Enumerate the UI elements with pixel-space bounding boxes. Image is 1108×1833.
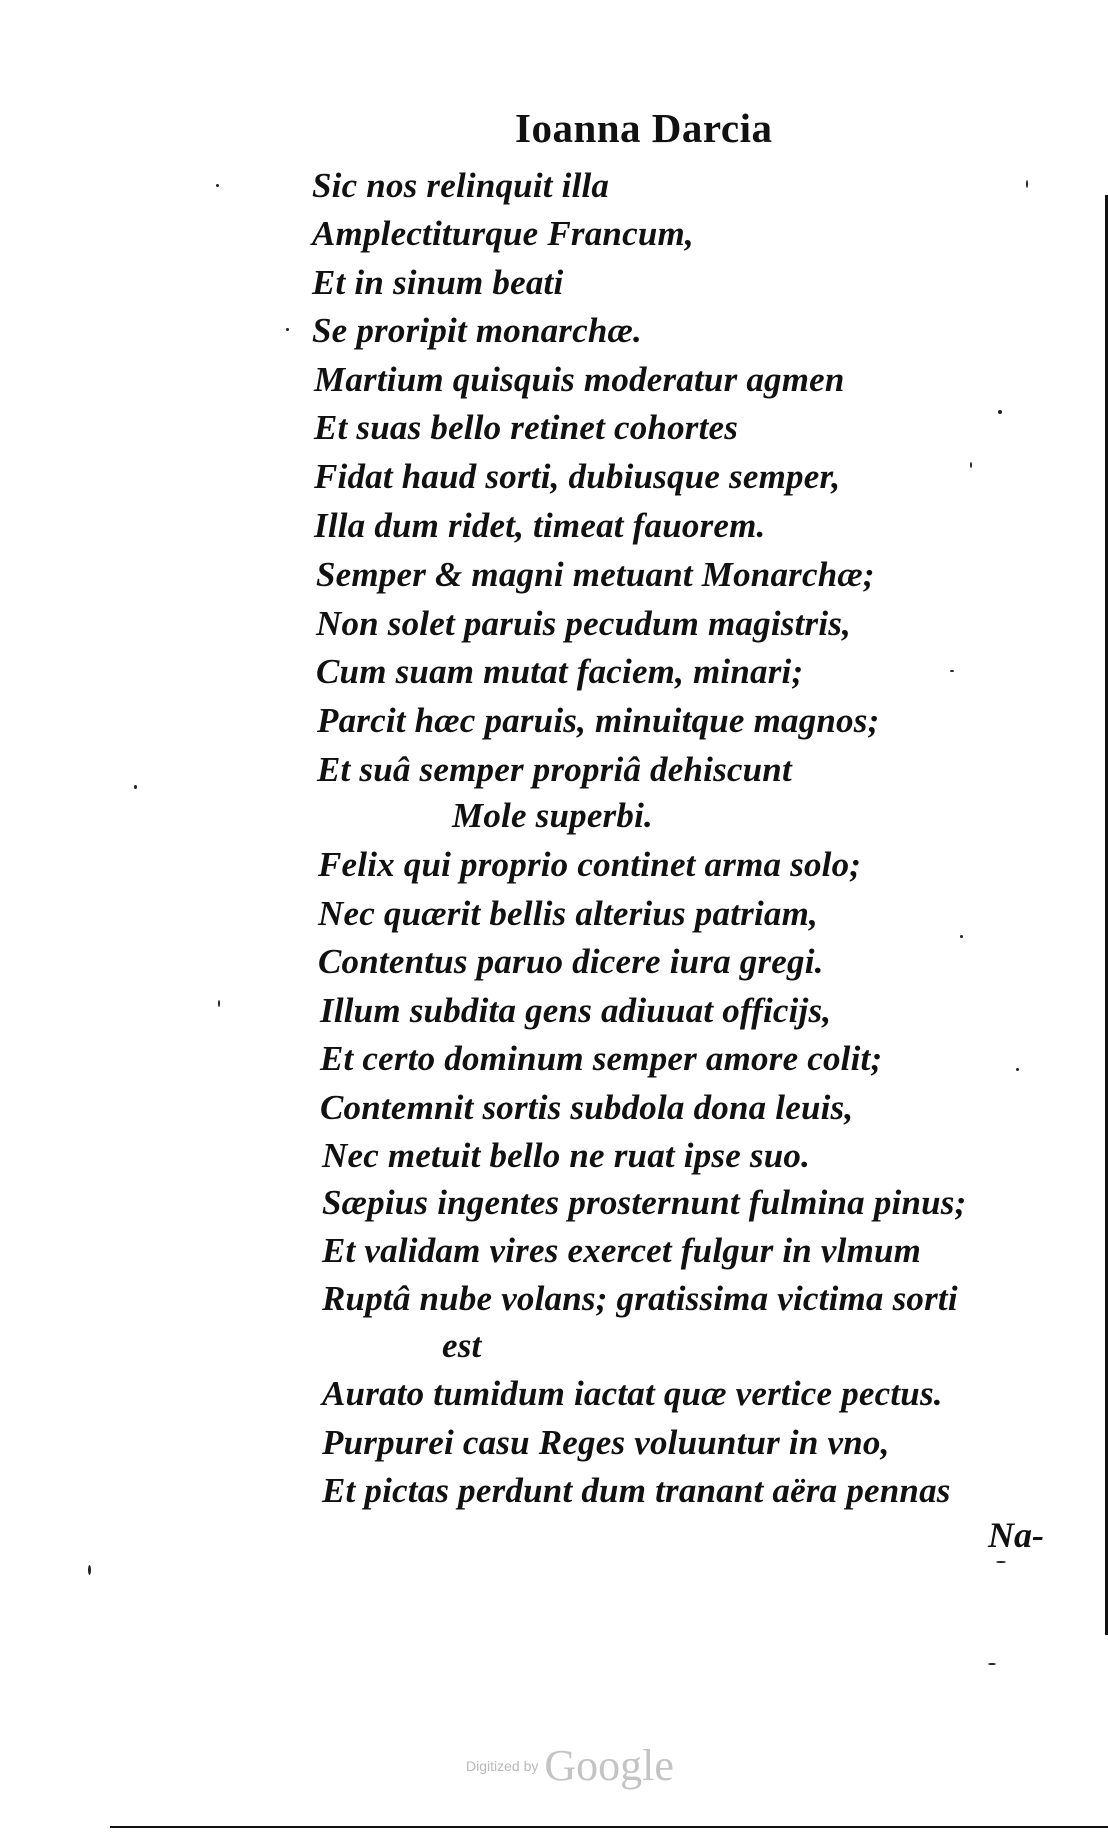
scan-speck: [960, 935, 963, 938]
scan-speck: [996, 1561, 1006, 1563]
scan-speck: [216, 184, 219, 187]
verse-line: Et suas bello retinet cohortes: [314, 408, 739, 447]
verse-line: Cum suam mutat faciem, minari;: [316, 652, 804, 691]
verse-line: Fidat haud sorti, dubiusque semper,: [314, 457, 841, 496]
page-bottom-edge: [110, 1826, 1108, 1828]
verse-line: Martium quisquis moderatur agmen: [314, 360, 845, 399]
scan-speck: [286, 328, 289, 331]
scan-speck: [970, 462, 972, 468]
verse-line: Nec quærit bellis alterius patriam,: [318, 894, 818, 933]
verse-line: Ruptâ nube volans; gratissima victima sorti: [322, 1279, 958, 1318]
scan-speck: [950, 670, 954, 672]
catchword: Na-: [988, 1515, 1044, 1555]
scan-speck: [1016, 1068, 1019, 1071]
scan-speck: [88, 1565, 91, 1575]
verse-line-runover: est: [442, 1326, 482, 1365]
verse-line: Illa dum ridet, timeat fauorem.: [314, 506, 766, 545]
verse-line: Se proripit monarchæ.: [312, 311, 642, 350]
digitized-by-google-watermark: [466, 1740, 674, 1791]
verse-line: Et in sinum beati: [312, 263, 564, 302]
verse-line: Et validam vires exercet fulgur in vlmum: [322, 1231, 922, 1270]
scan-speck: [1026, 180, 1028, 188]
verse-line: Felix qui proprio continet arma solo;: [318, 845, 862, 884]
scan-speck: [998, 410, 1002, 414]
verse-line: Parcit hæc paruis, minuitque magnos;: [317, 701, 880, 740]
scan-speck: [988, 1663, 996, 1665]
verse-line: Aurato tumidum iactat quæ vertice pectus.: [322, 1374, 943, 1413]
verse-line-indented: Mole superbi.: [452, 796, 653, 835]
verse-line: Et certo dominum semper amore colit;: [320, 1039, 883, 1078]
verse-line: Nec metuit bello ne ruat ipse suo.: [322, 1136, 811, 1175]
verse-line: Non solet paruis pecudum magistris,: [316, 604, 852, 643]
verse-line: Sic nos relinquit illa: [312, 166, 610, 205]
scan-speck: [134, 785, 137, 789]
watermark-prefix: Digitized by: [466, 1757, 539, 1774]
verse-line: Contentus paruo dicere iura gregi.: [318, 942, 824, 981]
scan-speck: [218, 1000, 220, 1007]
verse-line: Illum subdita gens adiuuat officijs,: [320, 991, 832, 1030]
google-logo: Google: [544, 1741, 674, 1790]
verse-line: Et pictas perdunt dum tranant aëra pennas: [322, 1471, 951, 1510]
verse-line: Amplectiturque Francum,: [312, 214, 694, 253]
verse-line: Semper & magni metuant Monarchæ;: [316, 555, 875, 594]
verse-line: Purpurei casu Reges voluuntur in vno,: [322, 1423, 890, 1462]
verse-line: Contemnit sortis subdola dona leuis,: [320, 1088, 854, 1127]
verse-line: Sæpius ingentes prosternunt fulmina pinus;: [322, 1183, 967, 1222]
running-head: Ioanna Darcia: [515, 105, 773, 151]
verse-line: Et suâ semper propriâ dehiscunt: [317, 750, 792, 789]
